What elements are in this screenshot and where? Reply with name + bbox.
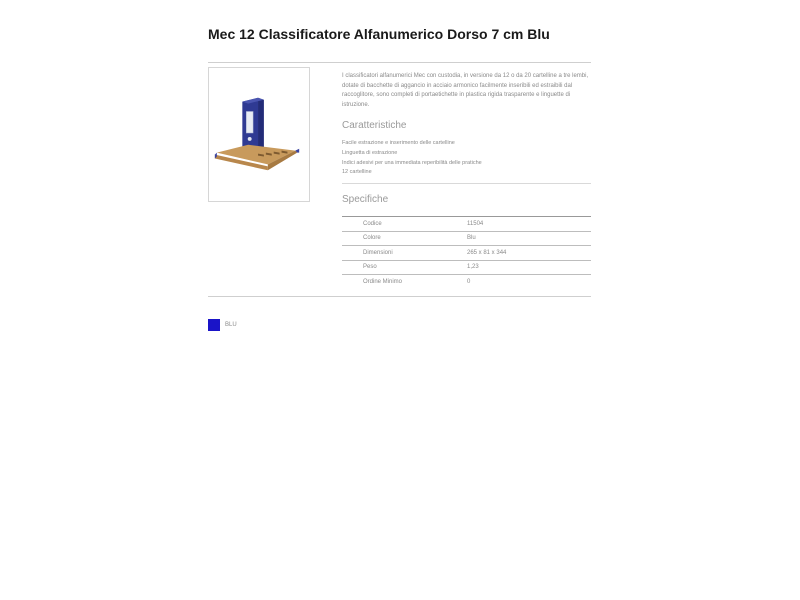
color-swatch-label: BLU [225,322,237,328]
table-row [342,231,591,246]
features-divider [342,183,591,184]
spec-label: Codice [342,217,467,232]
spec-value: 0 [467,275,591,289]
spec-label: Peso [342,260,467,275]
feature-item: Indici adesivi per una immediata reperibilità delle pratiche [342,159,482,166]
spec-label: Ordine Minimo [342,275,467,289]
product-illustration [209,68,309,201]
product-description: I classificatori alfanumerici Mec con custodia, in versione da 12 o da 20 cartelline a tre lembi, dotate di bacchette di aggancio in acciaio armonico facilmente inseribili ed estraibili dal raccoglitore, sono completi di portaetichette in plastica rigida trasparente e linguette di istruzione. [342,73,589,108]
color-variant[interactable] [208,319,237,331]
spec-value: 11504 [467,217,591,232]
spec-label: Colore [342,231,467,246]
feature-item: Facile estrazione e inserimento delle cartelline [342,140,455,146]
bottom-divider [208,296,591,297]
page-title: Mec 12 Classificatore Alfanumerico Dorso 7 cm Blu [208,26,550,42]
top-divider [208,62,591,63]
table-row [342,217,591,232]
color-swatch[interactable] [208,319,220,331]
table-row [342,275,591,289]
specs-heading: Specifiche [342,194,389,205]
feature-item: Linguetta di estrazione [342,149,398,156]
table-row [342,260,591,275]
table-row [342,246,591,261]
features-heading: Caratteristiche [342,120,407,131]
spec-label: Dimensioni [342,246,467,261]
spec-value: Blu [467,231,591,246]
description-block [342,72,592,110]
spec-value: 1,23 [467,260,591,275]
spec-value: 265 x 81 x 344 [467,246,591,261]
feature-item: 12 cartelline [342,169,372,176]
specs-table [342,216,591,289]
product-image[interactable] [208,67,310,202]
features-list [342,139,592,178]
